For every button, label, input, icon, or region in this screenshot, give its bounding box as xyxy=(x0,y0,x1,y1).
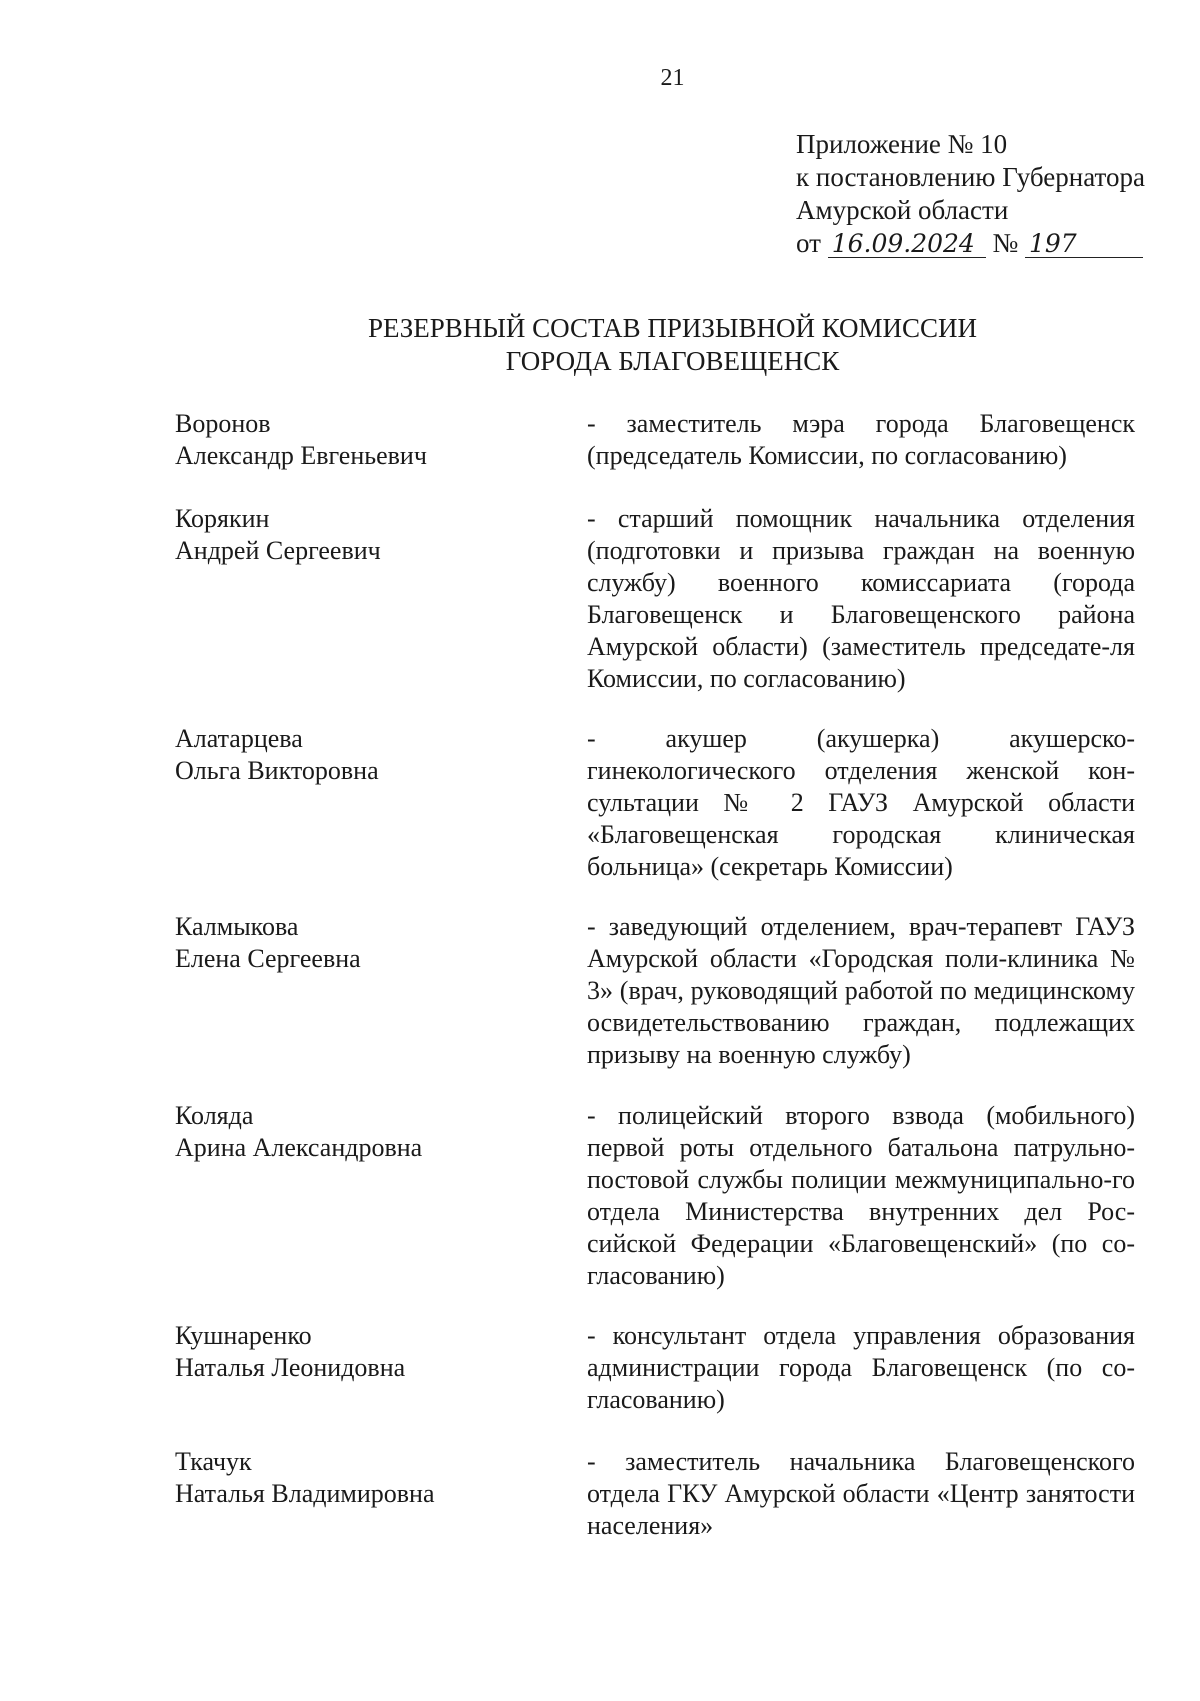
member-given-names: Ольга Викторовна xyxy=(175,756,379,785)
title-line-2: ГОРОДА БЛАГОВЕЩЕНСК xyxy=(505,346,840,376)
title-line-1: РЕЗЕРВНЫЙ СОСТАВ ПРИЗЫВНОЙ КОМИССИИ xyxy=(367,313,978,343)
member-name xyxy=(175,503,555,567)
member-name xyxy=(175,911,555,975)
member-surname: Калмыкова xyxy=(175,912,299,941)
member-name xyxy=(175,1320,555,1384)
member-role: - заведующий отделением, врач-терапевт ГАУЗ Амурской области «Городская поли-клиника № 3» (врач, руководящий работой по медицинскому освидетельствованию граждан, подлежащих призыву на военную службу) xyxy=(587,912,1135,1069)
member-name xyxy=(175,1446,555,1510)
member-role: - заместитель начальника Благовещенского отдела ГКУ Амурской области «Центр занятости населения» xyxy=(587,1447,1135,1540)
appendix-title: Приложение № 10 xyxy=(796,129,1008,159)
handwritten-number: 197 xyxy=(1025,231,1143,258)
member-given-names: Наталья Владимировна xyxy=(175,1479,435,1508)
member-given-names: Арина Александровна xyxy=(175,1133,423,1162)
member-role: - старший помощник начальника отделения (подготовки и призыва граждан на военную службу) военного комиссариата (города Благовещенск и Благовещенского района Амурской области) (заместитель председате-ля Комиссии, по согласованию) xyxy=(587,504,1135,693)
member-role: - полицейский второго взвода (мобильного) первой роты отдельного батальона патрульно-постовой службы полиции межмуниципально-го отдела Министерства внутренних дел Рос-сийской Федерации «Благовещенский» (по со-гласованию) xyxy=(587,1101,1135,1290)
appendix-date-line xyxy=(796,227,1176,260)
member-surname: Коляда xyxy=(175,1101,254,1130)
member-surname: Воронов xyxy=(175,409,271,438)
member-role: - заместитель мэра города Благовещенск (председатель Комиссии, по согласованию) xyxy=(587,409,1135,470)
member-name xyxy=(175,1100,555,1164)
member-surname: Кушнаренко xyxy=(175,1321,312,1350)
member-name xyxy=(175,723,555,787)
appendix-region-line: Амурской области xyxy=(796,195,1009,225)
appendix-decree-line: к постановлению Губернатора xyxy=(796,162,1145,192)
member-name xyxy=(175,408,555,472)
member-surname: Алатарцева xyxy=(175,724,303,753)
number-prefix: № xyxy=(992,228,1019,258)
page-number: 21 xyxy=(660,65,685,91)
member-given-names: Александр Евгеньевич xyxy=(175,441,427,470)
member-given-names: Елена Сергеевна xyxy=(175,944,361,973)
appendix-block xyxy=(796,128,1176,260)
member-surname: Ткачук xyxy=(175,1447,252,1476)
member-given-names: Наталья Леонидовна xyxy=(175,1353,406,1382)
date-prefix: от xyxy=(796,228,821,258)
member-role: - акушер (акушерка) акушерско-гинекологического отделения женской кон-сультации № 2 ГАУЗ Амурской области «Благовещенская городская клиническая больница» (секретарь Комиссии) xyxy=(587,724,1135,881)
member-role: - консультант отдела управления образования администрации города Благовещенск (по со-гласованию) xyxy=(587,1321,1135,1414)
member-given-names: Андрей Сергеевич xyxy=(175,536,381,565)
handwritten-date: 16.09.2024 xyxy=(828,231,986,258)
document-title xyxy=(0,312,1200,378)
member-surname: Корякин xyxy=(175,504,270,533)
